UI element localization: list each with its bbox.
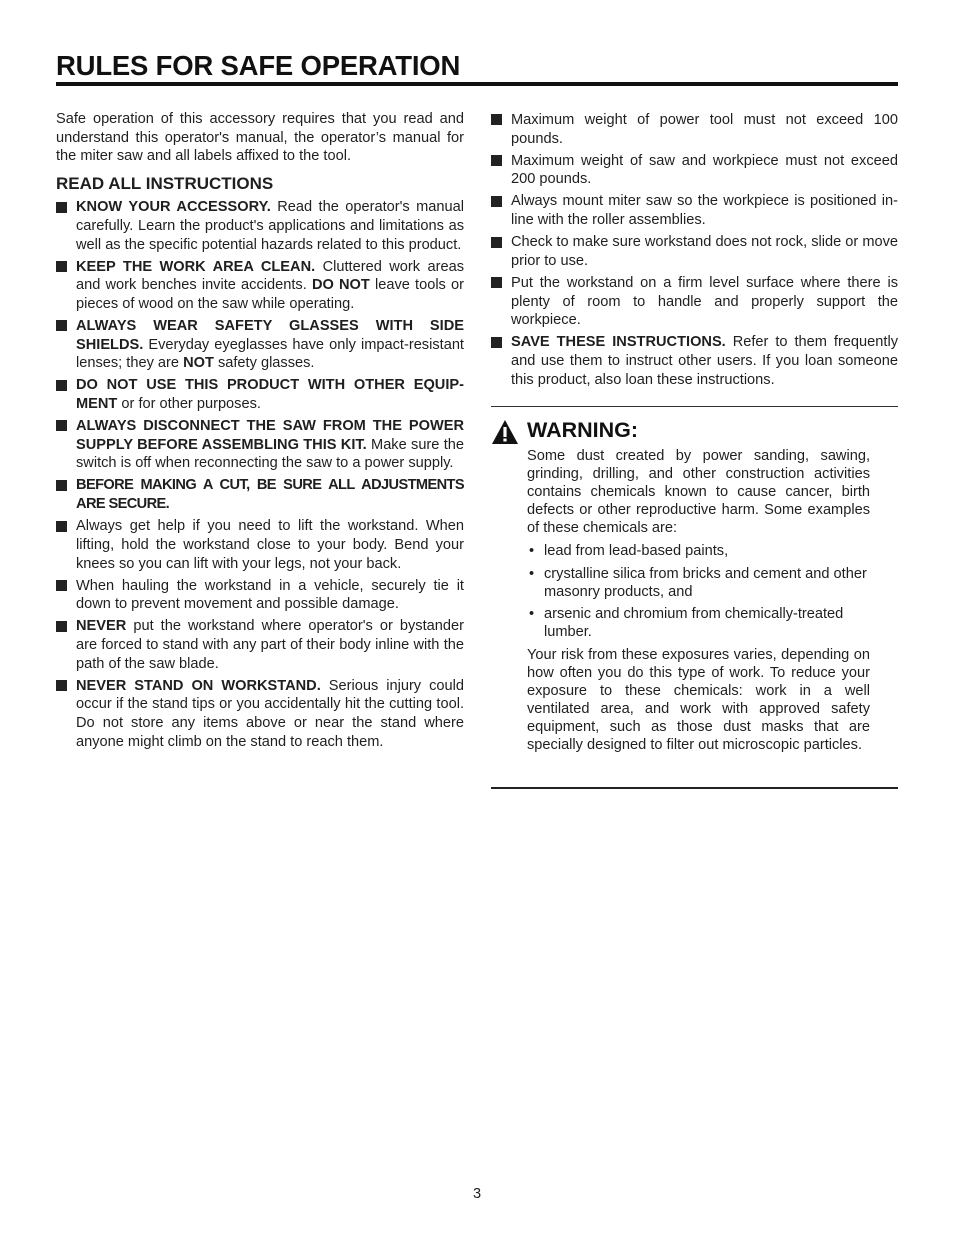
rule-text: Cluttered work areas and work benches invite accidents.: [76, 258, 464, 294]
rule-lead: KEEP THE WORK AREA CLEAN.: [76, 258, 316, 275]
dot-bullet-icon: •: [529, 543, 535, 559]
page-number: 3: [472, 1186, 482, 1202]
rule-item: [56, 476, 464, 513]
rule-lead: DO NOT USE THIS PRODUCT WITH OTHER EQUIP-MENT: [76, 377, 464, 413]
rule-emphasis: NOT: [183, 355, 214, 372]
warning-closing: Your risk from these exposures varies, depending on how often you do this type of work. To reduce your exposure to these chemicals: work in a well ventilated area, and work with approved safety equipment, such as those dust masks that are specially designed to filter out microscopic particles.: [527, 646, 870, 753]
intro-paragraph: Safe operation of this accessory requires that you read and understand this operator's manual, the operator’s manual for the miter saw and all labels affixed to the tool.: [56, 111, 464, 165]
square-bullet-icon: [56, 680, 67, 691]
left-column: [56, 110, 464, 755]
rule-lead: ALWAYS WEAR SAFETY GLASSES WITH SIDE SHIELDS.: [76, 317, 464, 353]
warning-box: [491, 406, 898, 789]
rule-item: [56, 517, 464, 573]
warning-intro: Some dust created by power sanding, sawing, grinding, drilling, and other construction activities contains chemicals known to cause cancer, birth defects or other reproductive harm. Some examples of these chemicals are:: [527, 448, 870, 536]
rule-item: [491, 233, 898, 270]
rule-lead: KNOW YOUR ACCESSORY.: [76, 199, 271, 216]
square-bullet-icon: [56, 320, 67, 331]
warning-title: WARNING:: [527, 418, 639, 442]
square-bullet-icon: [491, 237, 502, 248]
square-bullet-icon: [491, 155, 502, 166]
square-bullet-icon: [56, 202, 67, 213]
rule-text: safety glasses.: [213, 355, 315, 372]
rule-text: leave tools or pieces of wood on the saw while operating.: [76, 277, 464, 312]
rule-text: Read the operator's manual carefully. Learn the product's applications and limitations as well as the specific potential hazards related to this product.: [76, 199, 464, 253]
warning-list-item: [527, 542, 870, 560]
square-bullet-icon: [491, 337, 502, 348]
square-bullet-icon: [56, 380, 67, 391]
rule-text: put the workstand where operator's or bystander are forced to stand with any part of their body inline with the path of the saw blade.: [76, 618, 464, 672]
rule-lead: NEVER: [76, 618, 127, 635]
square-bullet-icon: [56, 420, 67, 431]
square-bullet-icon: [56, 521, 67, 532]
rule-item: [56, 617, 464, 673]
rule-text: Everyday eyeglasses have only impact-resistant lenses; they are: [76, 336, 464, 372]
rule-text: Put the workstand on a firm level surface where there is plenty of room to handle and properly support the workpiece.: [511, 274, 898, 329]
warning-list-item: [527, 565, 870, 601]
square-bullet-icon: [56, 621, 67, 632]
rule-lead: SAVE THESE INSTRUCTIONS.: [511, 334, 726, 351]
rule-item: [56, 577, 464, 614]
warning-triangle-icon: [491, 419, 519, 445]
rule-lead: NEVER STAND ON WORKSTAND.: [76, 677, 321, 694]
rule-item: [56, 417, 464, 473]
square-bullet-icon: [491, 196, 502, 207]
rule-item: [56, 198, 464, 254]
rule-item: [56, 677, 464, 752]
rule-text: Maximum weight of saw and workpiece must not exceed 200 pounds.: [511, 152, 898, 188]
rule-text: Always mount miter saw so the workpiece is positioned in-line with the roller assemblies.: [511, 193, 898, 229]
rule-text: Serious injury could occur if the stand tips or you accidentally hit the cutting tool. Do not store any items above or near the stand where anyone might climb on the stand to reach them.: [76, 677, 464, 750]
rule-item: [491, 111, 898, 148]
square-bullet-icon: [56, 580, 67, 591]
warning-item-text: arsenic and chromium from chemically-treated lumber.: [544, 606, 844, 640]
warning-list: [527, 542, 870, 641]
square-bullet-icon: [491, 277, 502, 288]
warning-list-item: [527, 605, 870, 641]
rule-item: [491, 192, 898, 229]
rule-text: Maximum weight of power tool must not exceed 100 pounds.: [511, 112, 898, 147]
rule-text: Always get help if you need to lift the workstand. When lifting, hold the workstand close to your body. Bend your knees so you can lift with your legs, not your back.: [76, 518, 464, 572]
rule-item: [56, 376, 464, 413]
square-bullet-icon: [56, 261, 67, 272]
section-heading: READ ALL INSTRUCTIONS: [56, 174, 274, 194]
rule-emphasis: DO NOT: [311, 277, 370, 294]
dot-bullet-icon: •: [529, 606, 535, 622]
rule-text: or for other purposes.: [117, 396, 261, 413]
rule-item: [56, 258, 464, 314]
rule-item: [491, 274, 898, 330]
rule-lead: ALWAYS DISCONNECT THE SAW FROM THE POWER SUPPLY BEFORE ASSEMBLING THIS KIT.: [76, 418, 464, 453]
rule-item: [491, 333, 898, 389]
rules-list-left: [56, 198, 464, 751]
rules-list-right: [491, 111, 898, 389]
rule-item: [491, 152, 898, 189]
square-bullet-icon: [491, 114, 502, 125]
rule-text: Make sure the switch is off when reconnecting the saw to a power supply.: [76, 436, 464, 472]
rule-text: Check to make sure workstand does not rock, slide or move prior to use.: [511, 234, 898, 269]
page-title: RULES FOR SAFE OPERATION: [56, 50, 461, 81]
rule-text: Refer to them frequently and use them to instruct other users. If you loan someone this product, also loan these instructions.: [511, 334, 898, 388]
right-column: [491, 111, 898, 393]
title-underline: [56, 82, 898, 86]
square-bullet-icon: [56, 480, 67, 491]
warning-body: [527, 447, 870, 754]
warning-item-text: lead from lead-based paints,: [544, 543, 729, 559]
rule-item: [56, 317, 464, 373]
rule-text: When hauling the workstand in a vehicle, securely tie it down to prevent movement and possible damage.: [76, 577, 464, 613]
dot-bullet-icon: •: [529, 565, 535, 582]
rule-lead: BEFORE MAKING A CUT, BE SURE ALL ADJUSTMENTS ARE SECURE.: [76, 477, 464, 513]
warning-item-text: crystalline silica from bricks and cement and other masonry products, and: [544, 565, 867, 600]
